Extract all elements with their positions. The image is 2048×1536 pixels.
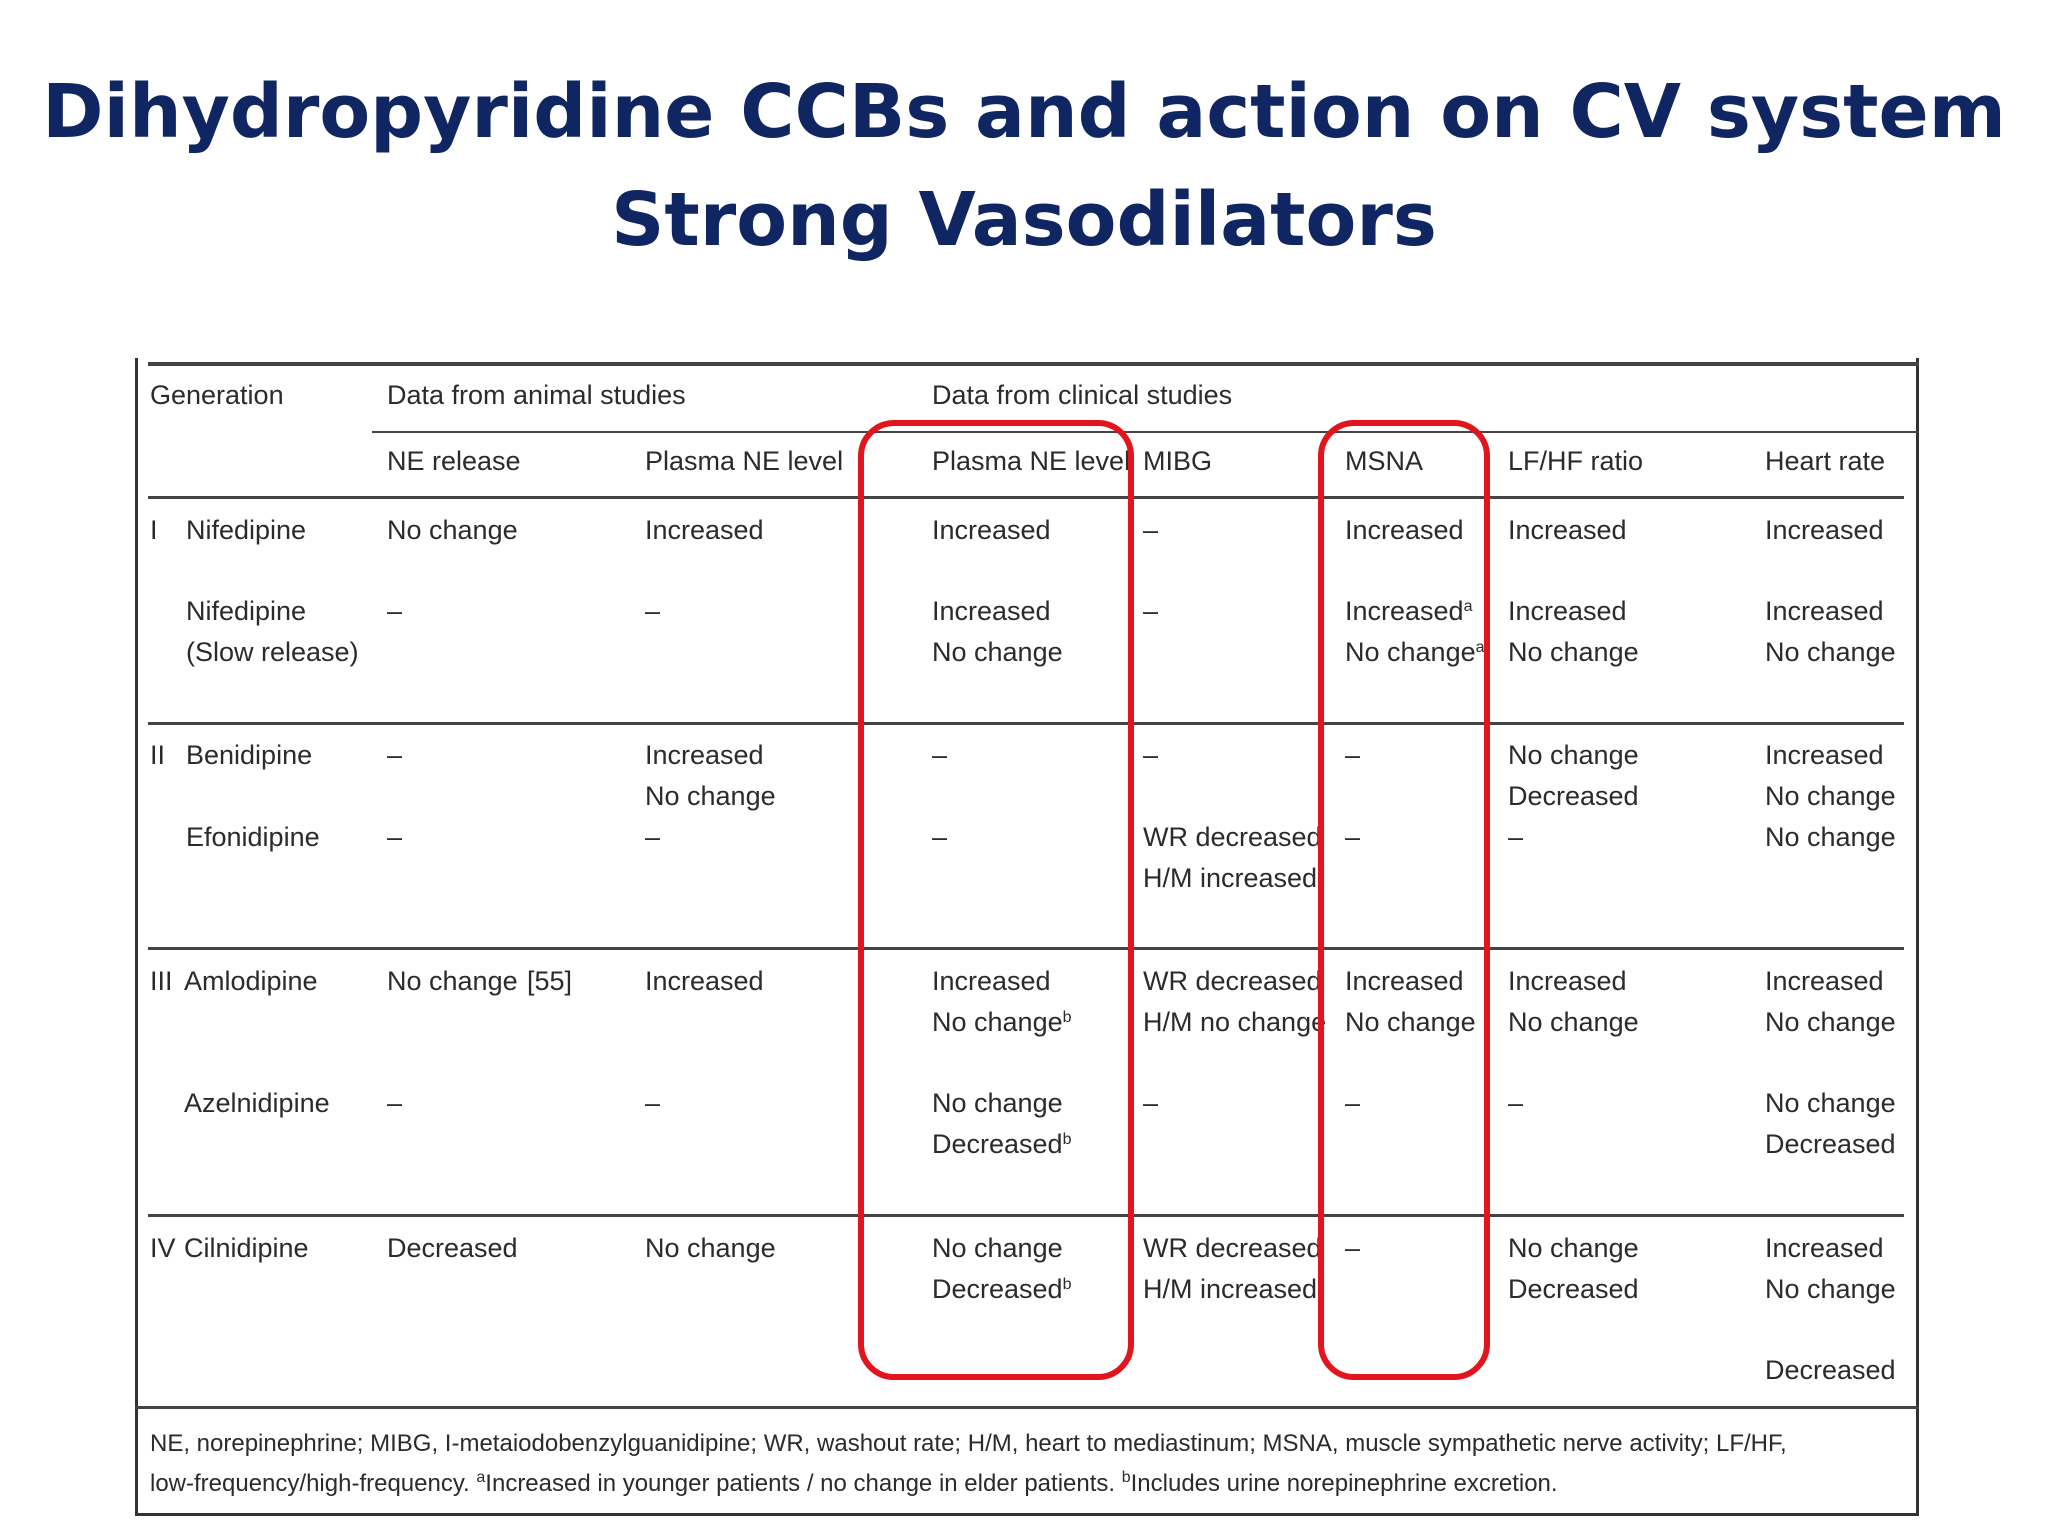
table-cell: – — [1143, 740, 1159, 770]
drug-name: Azelnidipine — [184, 1088, 330, 1118]
table-cell: No change — [1765, 781, 1896, 811]
reference: [55] — [527, 966, 573, 996]
table-cell: Increased — [645, 740, 764, 770]
table-cell: No change — [1508, 1007, 1639, 1037]
table-cell: – — [1345, 740, 1361, 770]
drug-name-note: (Slow release) — [186, 637, 359, 667]
drug-name: Amlodipine — [184, 966, 318, 996]
footnote-mark: a — [476, 1469, 486, 1486]
table-cell: Increased — [1345, 966, 1464, 996]
col-plasma-ne-animal: Plasma NE level — [645, 446, 844, 476]
table-cell: H/M no change — [1143, 1007, 1327, 1037]
table-cell: No change — [1508, 740, 1639, 770]
table-cell: No change — [932, 637, 1063, 667]
col-heart-rate: Heart rate — [1765, 446, 1886, 476]
table-cell: Increased — [1765, 596, 1884, 626]
table-cell: – — [387, 740, 403, 770]
table-top-rule — [148, 362, 1919, 366]
generation-label: I — [150, 515, 158, 545]
col-msna: MSNA — [1345, 446, 1424, 476]
table-cell: – — [645, 822, 661, 852]
table-cell: Increased — [1508, 596, 1627, 626]
table-cell: Decreased — [387, 1233, 518, 1263]
table-cell: No change — [932, 1088, 1063, 1118]
cell-text: Increased — [1345, 596, 1464, 626]
table-cell: WR decreased — [1143, 1233, 1322, 1263]
highlight-msna — [1318, 420, 1490, 1380]
table-cell: – — [1508, 1088, 1524, 1118]
table-cell: – — [645, 1088, 661, 1118]
col-lfhf-ratio: LF/HF ratio — [1508, 446, 1644, 476]
generation-label: II — [150, 740, 166, 770]
generation-label: IV — [150, 1233, 176, 1263]
footnote-rule — [135, 1406, 1919, 1409]
table-cell: No change — [1765, 1088, 1896, 1118]
table-cell: No change — [387, 515, 518, 545]
footnote-text: low-frequency/high-frequency. — [150, 1470, 477, 1497]
table-cell: – — [932, 822, 948, 852]
footnote-mark: b — [1121, 1469, 1131, 1486]
table-cell: Increased — [932, 515, 1051, 545]
table-cell: – — [1143, 515, 1159, 545]
col-mibg: MIBG — [1143, 446, 1213, 476]
slide-title-line-1: Dihydropyridine CCBs and action on CV system — [42, 69, 2006, 155]
table-cell: Increased — [1765, 515, 1884, 545]
table-cell: – — [932, 740, 948, 770]
table-cell: – — [387, 596, 403, 626]
table-cell: H/M increased — [1143, 863, 1318, 893]
footnote-text: Increased in younger patients / no change in elder patients. — [485, 1470, 1122, 1497]
table-cell: – — [1345, 1233, 1361, 1263]
table-cell: – — [1143, 1088, 1159, 1118]
table-cell: WR decreased — [1143, 966, 1322, 996]
table-cell: – — [1508, 822, 1524, 852]
drug-name: Efonidipine — [186, 822, 320, 852]
table-cell: No change — [1765, 1274, 1896, 1304]
header-generation: Generation — [150, 380, 284, 410]
generation-label: III — [150, 966, 173, 996]
table-cell: No change — [1765, 822, 1896, 852]
table-cell: No change — [645, 781, 776, 811]
table-cell: – — [1143, 596, 1159, 626]
table-cell: H/M increased — [1143, 1274, 1318, 1304]
table-cell: Decreased — [1765, 1355, 1896, 1385]
col-ne-release: NE release — [387, 446, 521, 476]
table-cell: Increased — [1345, 515, 1464, 545]
footnote-mark: b — [1062, 1276, 1072, 1293]
header-clinical-studies: Data from clinical studies — [932, 380, 1233, 410]
clinical-group-rule — [372, 431, 1919, 433]
table-cell: No change — [932, 1233, 1063, 1263]
table-cell: Increased — [645, 966, 764, 996]
cell-text: Decreased — [932, 1274, 1063, 1304]
table-cell: Decreased — [1508, 1274, 1639, 1304]
cell-text: No change — [1345, 637, 1476, 667]
footnote-mark: b — [1062, 1131, 1072, 1148]
table-cell: No change — [1345, 1007, 1476, 1037]
table-cell: No change — [645, 1233, 776, 1263]
table-cell: Decreased — [1765, 1129, 1896, 1159]
highlight-plasma-ne-clinical — [858, 420, 1134, 1380]
table-cell: – — [1345, 822, 1361, 852]
table-cell: No change — [387, 966, 518, 996]
table-cell: WR decreased — [1143, 822, 1322, 852]
table-cell: Increased — [1765, 1233, 1884, 1263]
footnote-mark: a — [1475, 639, 1485, 656]
table-cell: – — [387, 1088, 403, 1118]
table-cell: – — [1345, 1088, 1361, 1118]
footnote-line-2 — [150, 1464, 1558, 1504]
table-cell: No change — [1508, 637, 1639, 667]
table-cell: Increased — [1765, 740, 1884, 770]
cell-text: No change — [932, 1007, 1063, 1037]
footnote-line-1: NE, norepinephrine; MIBG, I-metaiodobenzylguanidipine; WR, washout rate; H/M, heart to mediastinum; MSNA, muscle sympathetic nerve activity; LF/HF, — [150, 1430, 1787, 1457]
table-cell: Increased — [1508, 966, 1627, 996]
slide-title-line-2: Strong Vasodilators — [611, 177, 1437, 263]
table-cell: Decreased — [1508, 781, 1639, 811]
header-animal-studies: Data from animal studies — [387, 380, 686, 410]
table-cell: Increased — [932, 966, 1051, 996]
table-cell: Increased — [645, 515, 764, 545]
drug-name: Nifedipine — [186, 596, 307, 626]
drug-name: Nifedipine — [186, 515, 307, 545]
footnote-mark: a — [1463, 598, 1473, 615]
col-plasma-ne-clinical: Plasma NE level — [932, 446, 1131, 476]
table-cell: Increased — [1765, 966, 1884, 996]
cell-text: Decreased — [932, 1129, 1063, 1159]
table-cell: No change — [1765, 1007, 1896, 1037]
drug-name: Cilnidipine — [184, 1233, 309, 1263]
drug-name: Benidipine — [186, 740, 313, 770]
footnote-text: Includes urine norepinephrine excretion. — [1130, 1470, 1558, 1497]
table-cell: No change — [1508, 1233, 1639, 1263]
footnote-mark: b — [1062, 1009, 1072, 1026]
table-cell: – — [645, 596, 661, 626]
table-cell: Increased — [1508, 515, 1627, 545]
table-cell: – — [387, 822, 403, 852]
table-cell: No change — [1765, 637, 1896, 667]
table-cell: Increased — [932, 596, 1051, 626]
